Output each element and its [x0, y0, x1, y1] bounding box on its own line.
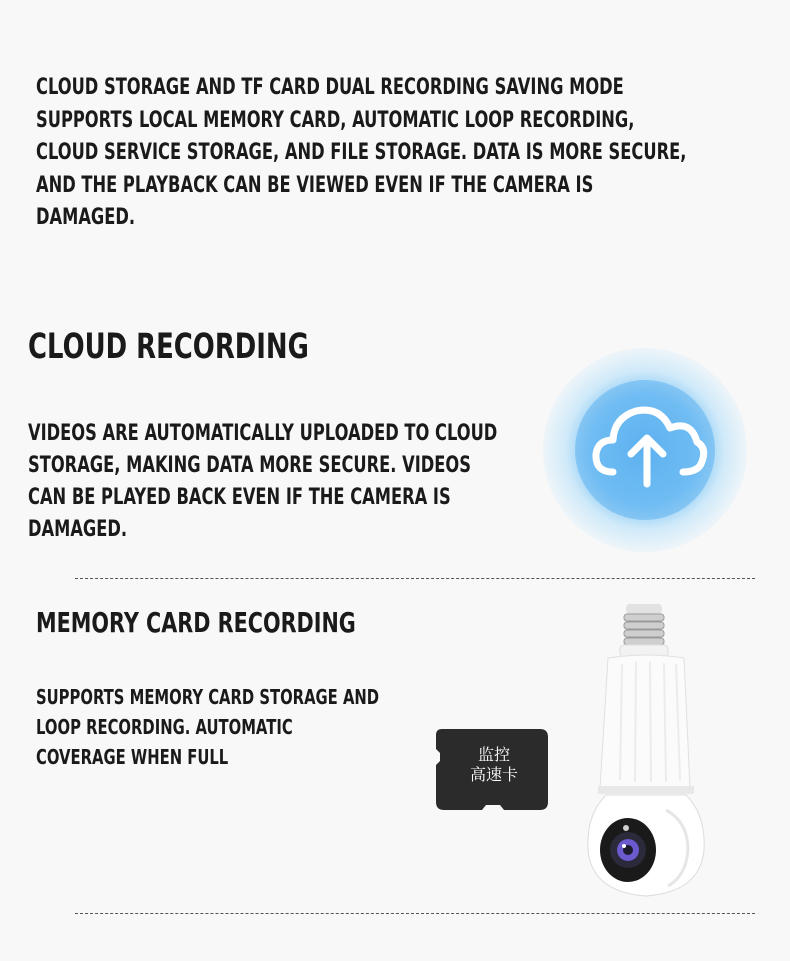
intro-paragraph: CLOUD STORAGE AND TF CARD DUAL RECORDING SAVING MODE SUPPORTS LOCAL MEMORY CARD, AUTOMATIC LOOP RECORDING, CLOUD SERVICE STORAGE, AND FILE STORAGE. DATA IS MORE SECURE, AND THE PLAYBACK CAN BE VIEWED EVEN IF THE CAMERA IS DAMAGED.	[36, 75, 687, 230]
cloud-recording-description: VIDEOS ARE AUTOMATICALLY UPLOADED TO CLOUD STORAGE, MAKING DATA MORE SECURE. VIDEOS CAN BE PLAYED BACK EVEN IF THE CAMERA IS DAMAGED.	[28, 421, 498, 542]
cloud-upload-icon	[543, 348, 747, 552]
memory-card-label: 监控 高速卡	[469, 745, 518, 784]
cloud-recording-title: CLOUD RECORDING	[28, 327, 309, 367]
section-divider-bottom	[75, 913, 755, 914]
bulb-camera-image	[576, 600, 716, 900]
memory-card-description: SUPPORTS MEMORY CARD STORAGE AND LOOP RECORDING. AUTOMATIC COVERAGE WHEN FULL	[36, 685, 380, 769]
section-divider-top	[75, 578, 755, 579]
memory-card-title: MEMORY CARD RECORDING	[36, 606, 356, 639]
